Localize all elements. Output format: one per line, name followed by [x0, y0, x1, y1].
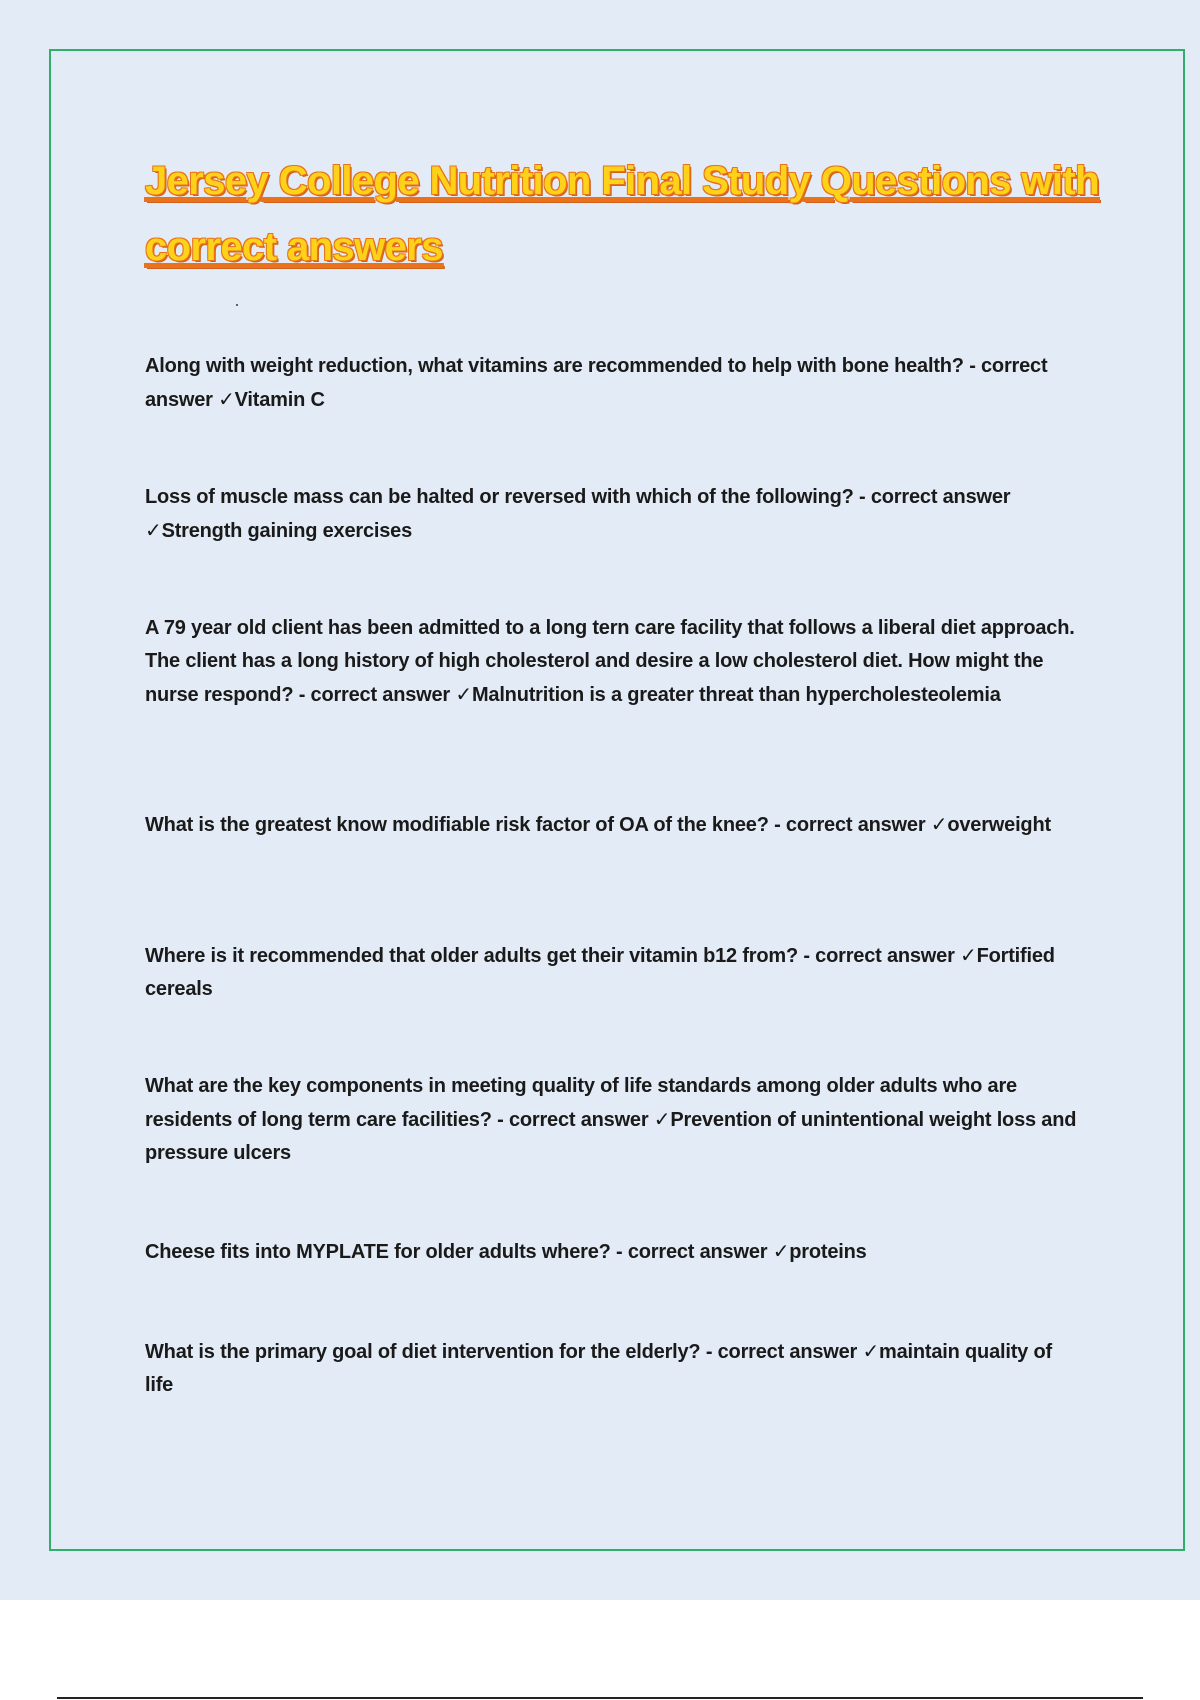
answer-text: Fortified cereals [145, 945, 1055, 1000]
document-title: Jersey College Nutrition Final Study Questions with correct answers [145, 159, 1099, 269]
answer-prefix: - correct answer [705, 1341, 858, 1363]
check-icon: ✓ [653, 1107, 671, 1131]
answer-prefix: - correct answer [497, 1109, 649, 1131]
answer-prefix: - correct answer [774, 814, 926, 836]
qa-item-5 [145, 939, 1080, 1006]
check-icon: ✓ [145, 518, 162, 542]
answer-prefix: - correct answer [859, 486, 1011, 508]
answer-prefix: - correct answer [298, 684, 451, 706]
qa-item-8 [145, 1335, 1080, 1402]
question-text: Along with weight reduction, what vitamins are recommended to help with bone health? [145, 355, 964, 377]
question-text: What is the primary goal of diet intervention for the elderly? [145, 1341, 701, 1363]
footer-divider [57, 1697, 1143, 1699]
question-text: What are the key components in meeting quality of life standards among older adults who are residents of long term care facilities? [145, 1075, 1017, 1131]
answer-prefix: - correct answer [616, 1241, 768, 1263]
check-icon: ✓ [862, 1339, 880, 1363]
answer-text: overweight [947, 814, 1051, 836]
question-text: Where is it recommended that older adults get their vitamin b12 from? [145, 945, 798, 967]
qa-item-6 [145, 1070, 1080, 1170]
qa-item-3 [145, 612, 1080, 712]
answer-text: Malnutrition is a greater threat than hypercholesteolemia [471, 684, 1001, 706]
stray-dot [236, 304, 238, 306]
answer-prefix: - correct answer [803, 945, 955, 967]
qa-item-2 [145, 481, 1080, 548]
answer-text: Prevention of unintentional weight loss and pressure ulcers [145, 1109, 1077, 1164]
question-text: Loss of muscle mass can be halted or reversed with which of the following? [145, 486, 854, 508]
qa-item-4 [145, 808, 1080, 842]
question-text: What is the greatest know modifiable risk factor of OA of the knee? [145, 814, 769, 836]
check-icon: ✓ [455, 682, 472, 706]
check-icon: ✓ [772, 1239, 790, 1263]
qa-item-7 [145, 1235, 1080, 1269]
answer-text: Strength gaining exercises [161, 520, 412, 542]
answer-text: maintain quality of life [145, 1341, 1052, 1396]
check-icon: ✓ [960, 943, 977, 967]
answer-text: Vitamin C [234, 389, 325, 411]
check-icon: ✓ [218, 387, 235, 411]
answer-text: proteins [789, 1241, 867, 1263]
answer-prefix: - correct answer [145, 355, 1048, 411]
check-icon: ✓ [930, 812, 948, 836]
question-text: Cheese fits into MYPLATE for older adults where? [145, 1241, 611, 1263]
question-text: A 79 year old client has been admitted to a long tern care facility that follows a liberal diet approach. The client has a long history of high cholesterol and desire a low cholesterol diet. How might the nurse respond? [145, 617, 1075, 706]
qa-item-1 [145, 350, 1080, 417]
